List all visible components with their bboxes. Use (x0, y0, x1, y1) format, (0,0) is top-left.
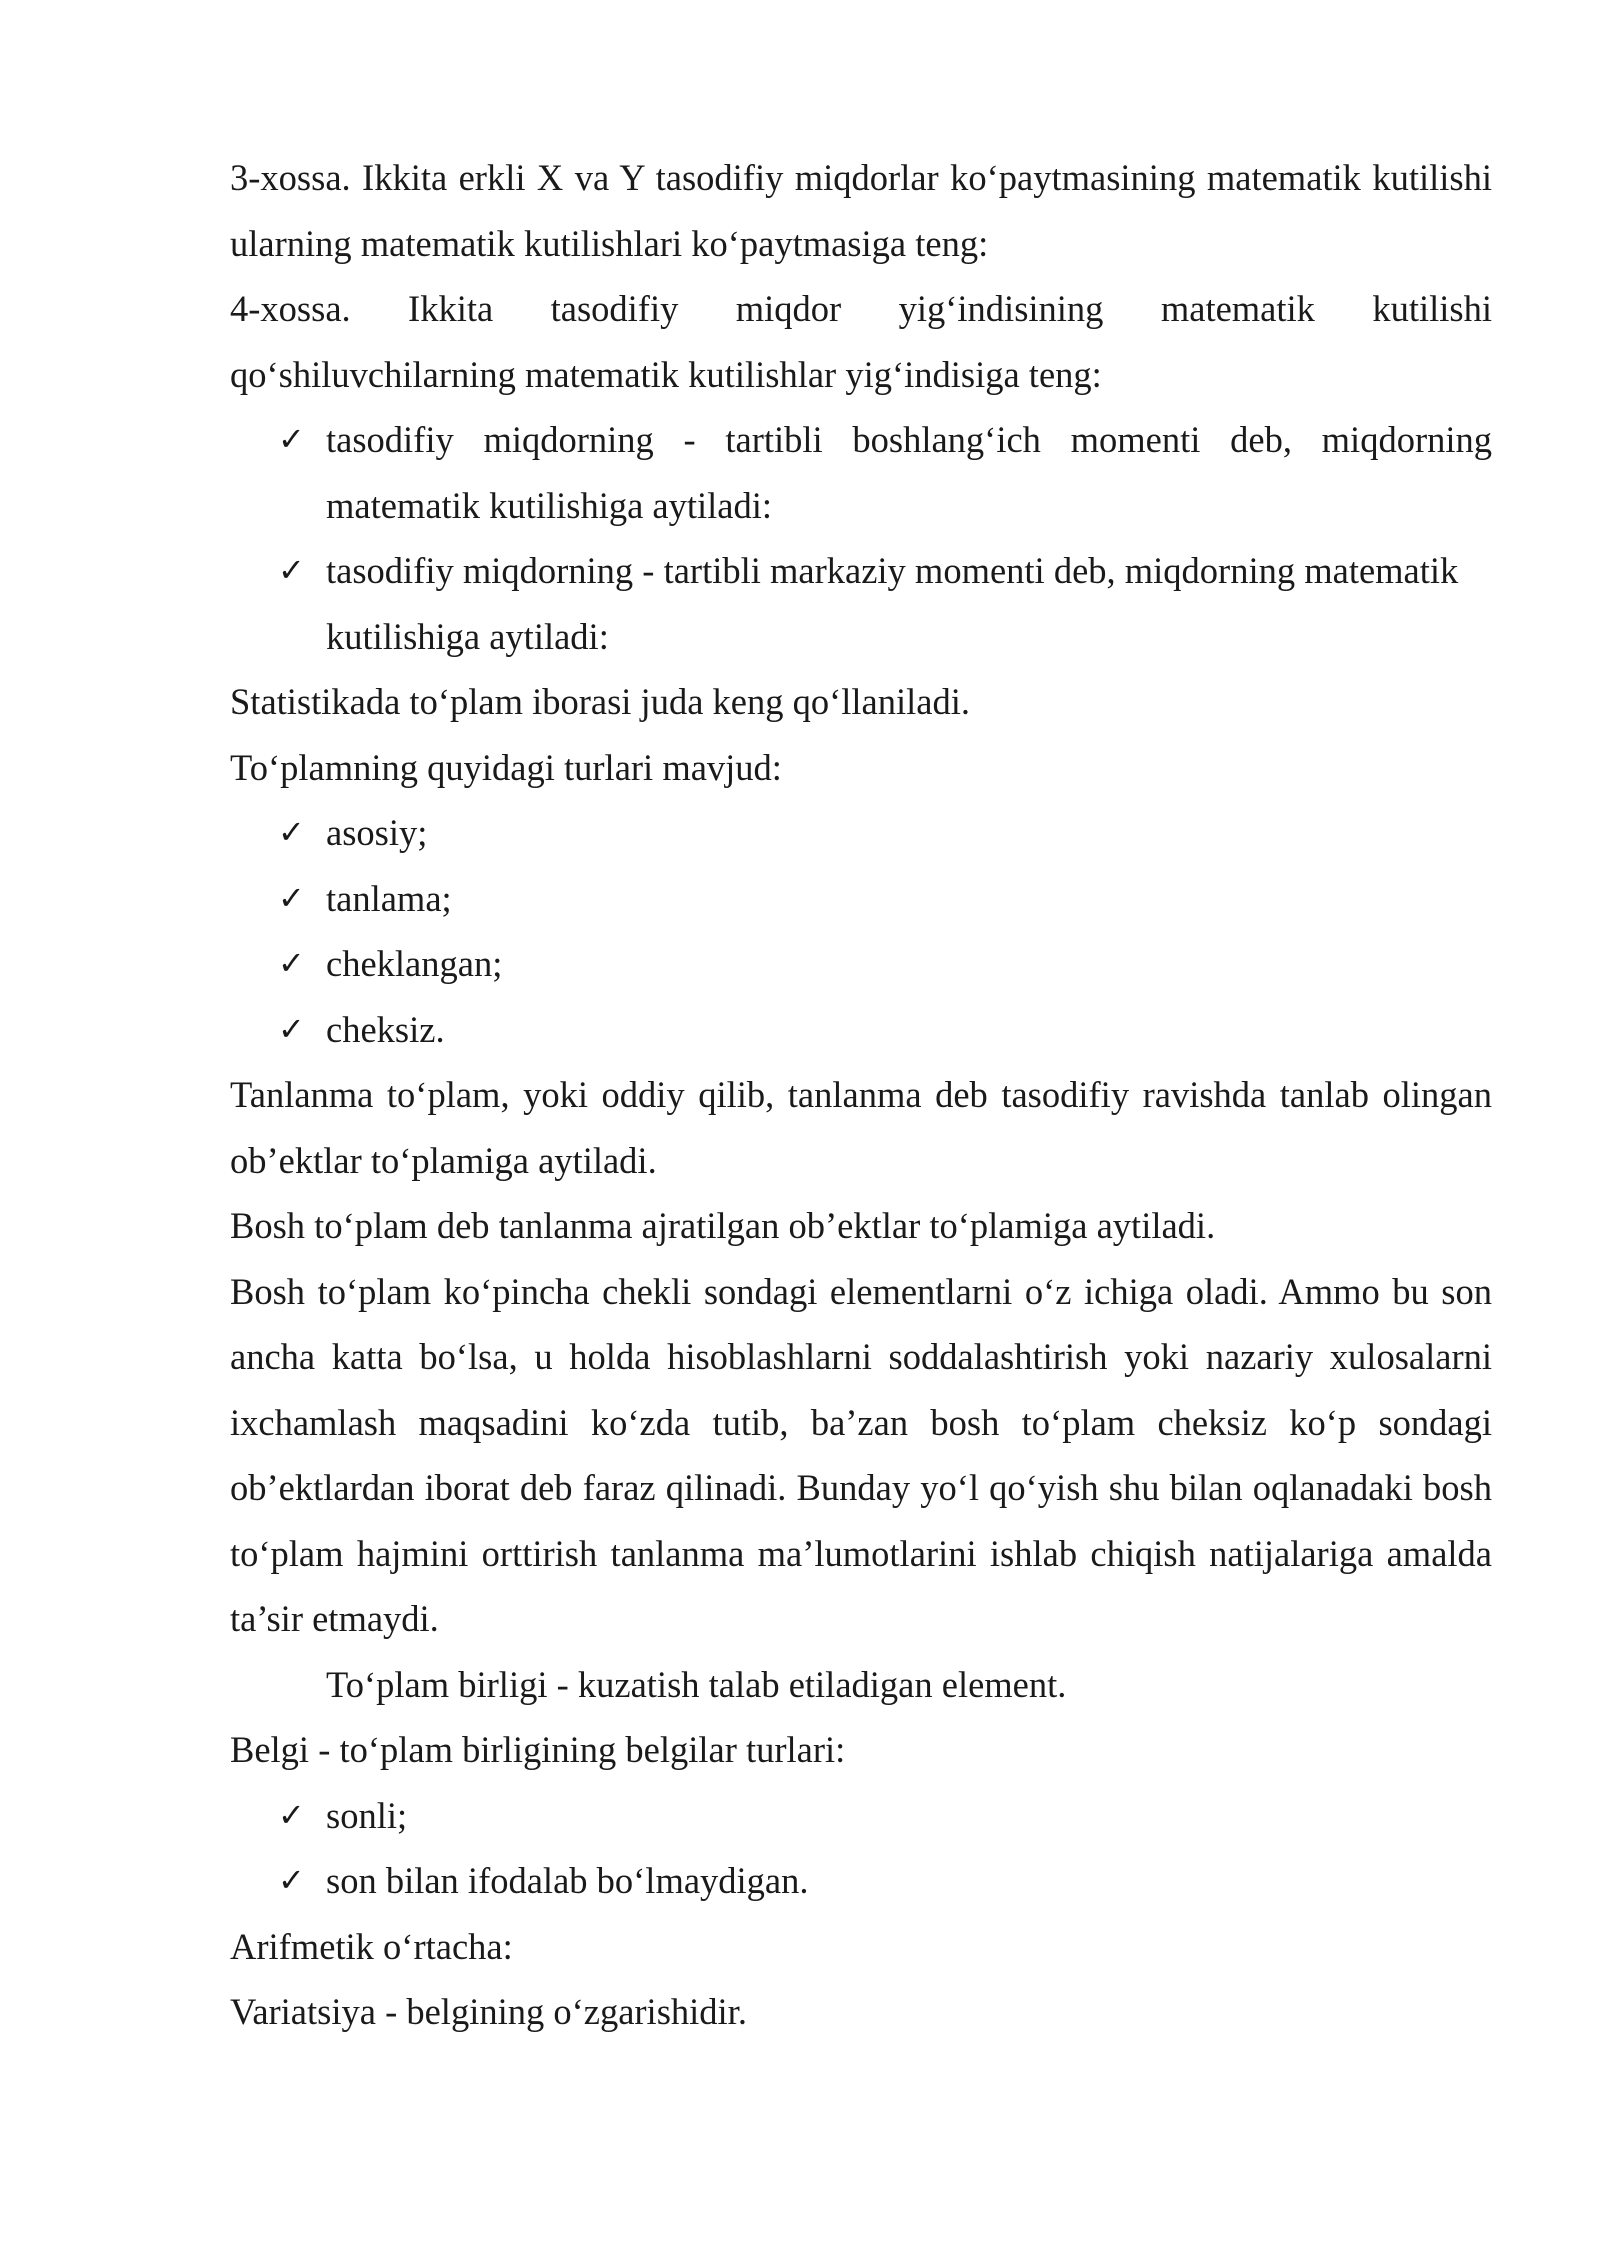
checkmark-icon: ✓ (278, 878, 305, 917)
paragraph-property-3: 3-xossa. Ikkita erkli X va Y tasodifiy miqdorlar ko‘paytmasining matematik kutilishi ularning matematik kutilishlari ko‘paytmasiga teng: (230, 157, 1492, 264)
list-item-text: cheksiz. (326, 1008, 445, 1050)
paragraph-population-definition: Bosh to‘plam deb tanlanma ajratilgan ob’ektlar to‘plamiga aytiladi. (230, 1205, 1216, 1246)
checkmark-icon: ✓ (278, 1861, 305, 1899)
checkmark-icon: ✓ (278, 1009, 305, 1048)
list-item-text: sonli; (326, 1794, 408, 1836)
moments-list (230, 407, 1492, 669)
paragraph-sign-types-intro: Belgi - to‘plam birligining belgilar turlari: (230, 1729, 846, 1770)
list-item (230, 407, 1492, 538)
list-item-text: tanlama; (326, 877, 452, 919)
paragraph-set-types-intro: To‘plamning quyidagi turlari mavjud: (230, 746, 782, 788)
document-page (230, 145, 1492, 2045)
paragraph-set-unit: To‘plam birligi - kuzatish talab etiladigan element. (326, 1663, 1067, 1705)
list-item (230, 800, 1492, 866)
checkmark-icon: ✓ (278, 420, 305, 458)
checkmark-icon: ✓ (278, 1795, 305, 1834)
list-item-text: asosiy; (326, 812, 428, 853)
list-item-text: tasodifiy miqdorning - tartibli markaziy momenti deb, miqdorning matematik kutilishiga aytiladi: (326, 550, 1459, 657)
list-item (230, 1848, 1492, 1914)
paragraph-sample-definition: Tanlanma to‘plam, yoki oddiy qilib, tanlanma deb tasodifiy ravishda tanlab olingan ob’ektlar to‘plamiga aytiladi. (230, 1074, 1492, 1181)
list-item-text: son bilan ifodalab bo‘lmaydigan. (326, 1860, 809, 1901)
paragraph-variation: Variatsiya - belgining o‘zgarishidir. (230, 1991, 747, 2032)
list-item (230, 866, 1492, 932)
paragraph-population-size: Bosh to‘plam ko‘pincha chekli sondagi elementlarni o‘z ichiga oladi. Ammo bu son ancha katta bo‘lsa, u holda hisoblashlarni soddalashtirish yoki nazariy xulosalarni ixchamlash maqsadini ko‘zda tutib, ba’zan bosh to‘plam cheksiz ko‘p sondagi ob’ektlardan iborat deb faraz qilinadi. Bunday yo‘l qo‘yish shu bilan oqlanadaki bosh to‘plam hajmini orttirish tanlanma ma’lumotlarini ishlab chiqish natijalariga amalda ta’sir etmaydi. (230, 1270, 1492, 1639)
list-item (230, 931, 1492, 997)
list-item (230, 997, 1492, 1063)
paragraph-statistics: Statistikada to‘plam iborasi juda keng qo‘llaniladi. (230, 681, 970, 722)
set-types-list (230, 800, 1492, 1062)
list-item-text: cheklangan; (326, 943, 503, 984)
checkmark-icon: ✓ (278, 944, 305, 982)
sign-types-list (230, 1783, 1492, 1914)
checkmark-icon: ✓ (278, 551, 305, 589)
paragraph-arithmetic-mean: Arifmetik o‘rtacha: (230, 1925, 513, 1967)
checkmark-icon: ✓ (278, 813, 305, 851)
paragraph-property-4: 4-xossa. Ikkita tasodifiy miqdor yig‘indisining matematik kutilishi qo‘shiluvchilarning matematik kutilishlar yig‘indisiga teng: (230, 288, 1492, 395)
list-item (230, 538, 1492, 669)
list-item (230, 1783, 1492, 1849)
list-item-text: tasodifiy miqdorning - tartibli boshlang‘ich momenti deb, miqdorning matematik kutilishiga aytiladi: (326, 419, 1492, 526)
